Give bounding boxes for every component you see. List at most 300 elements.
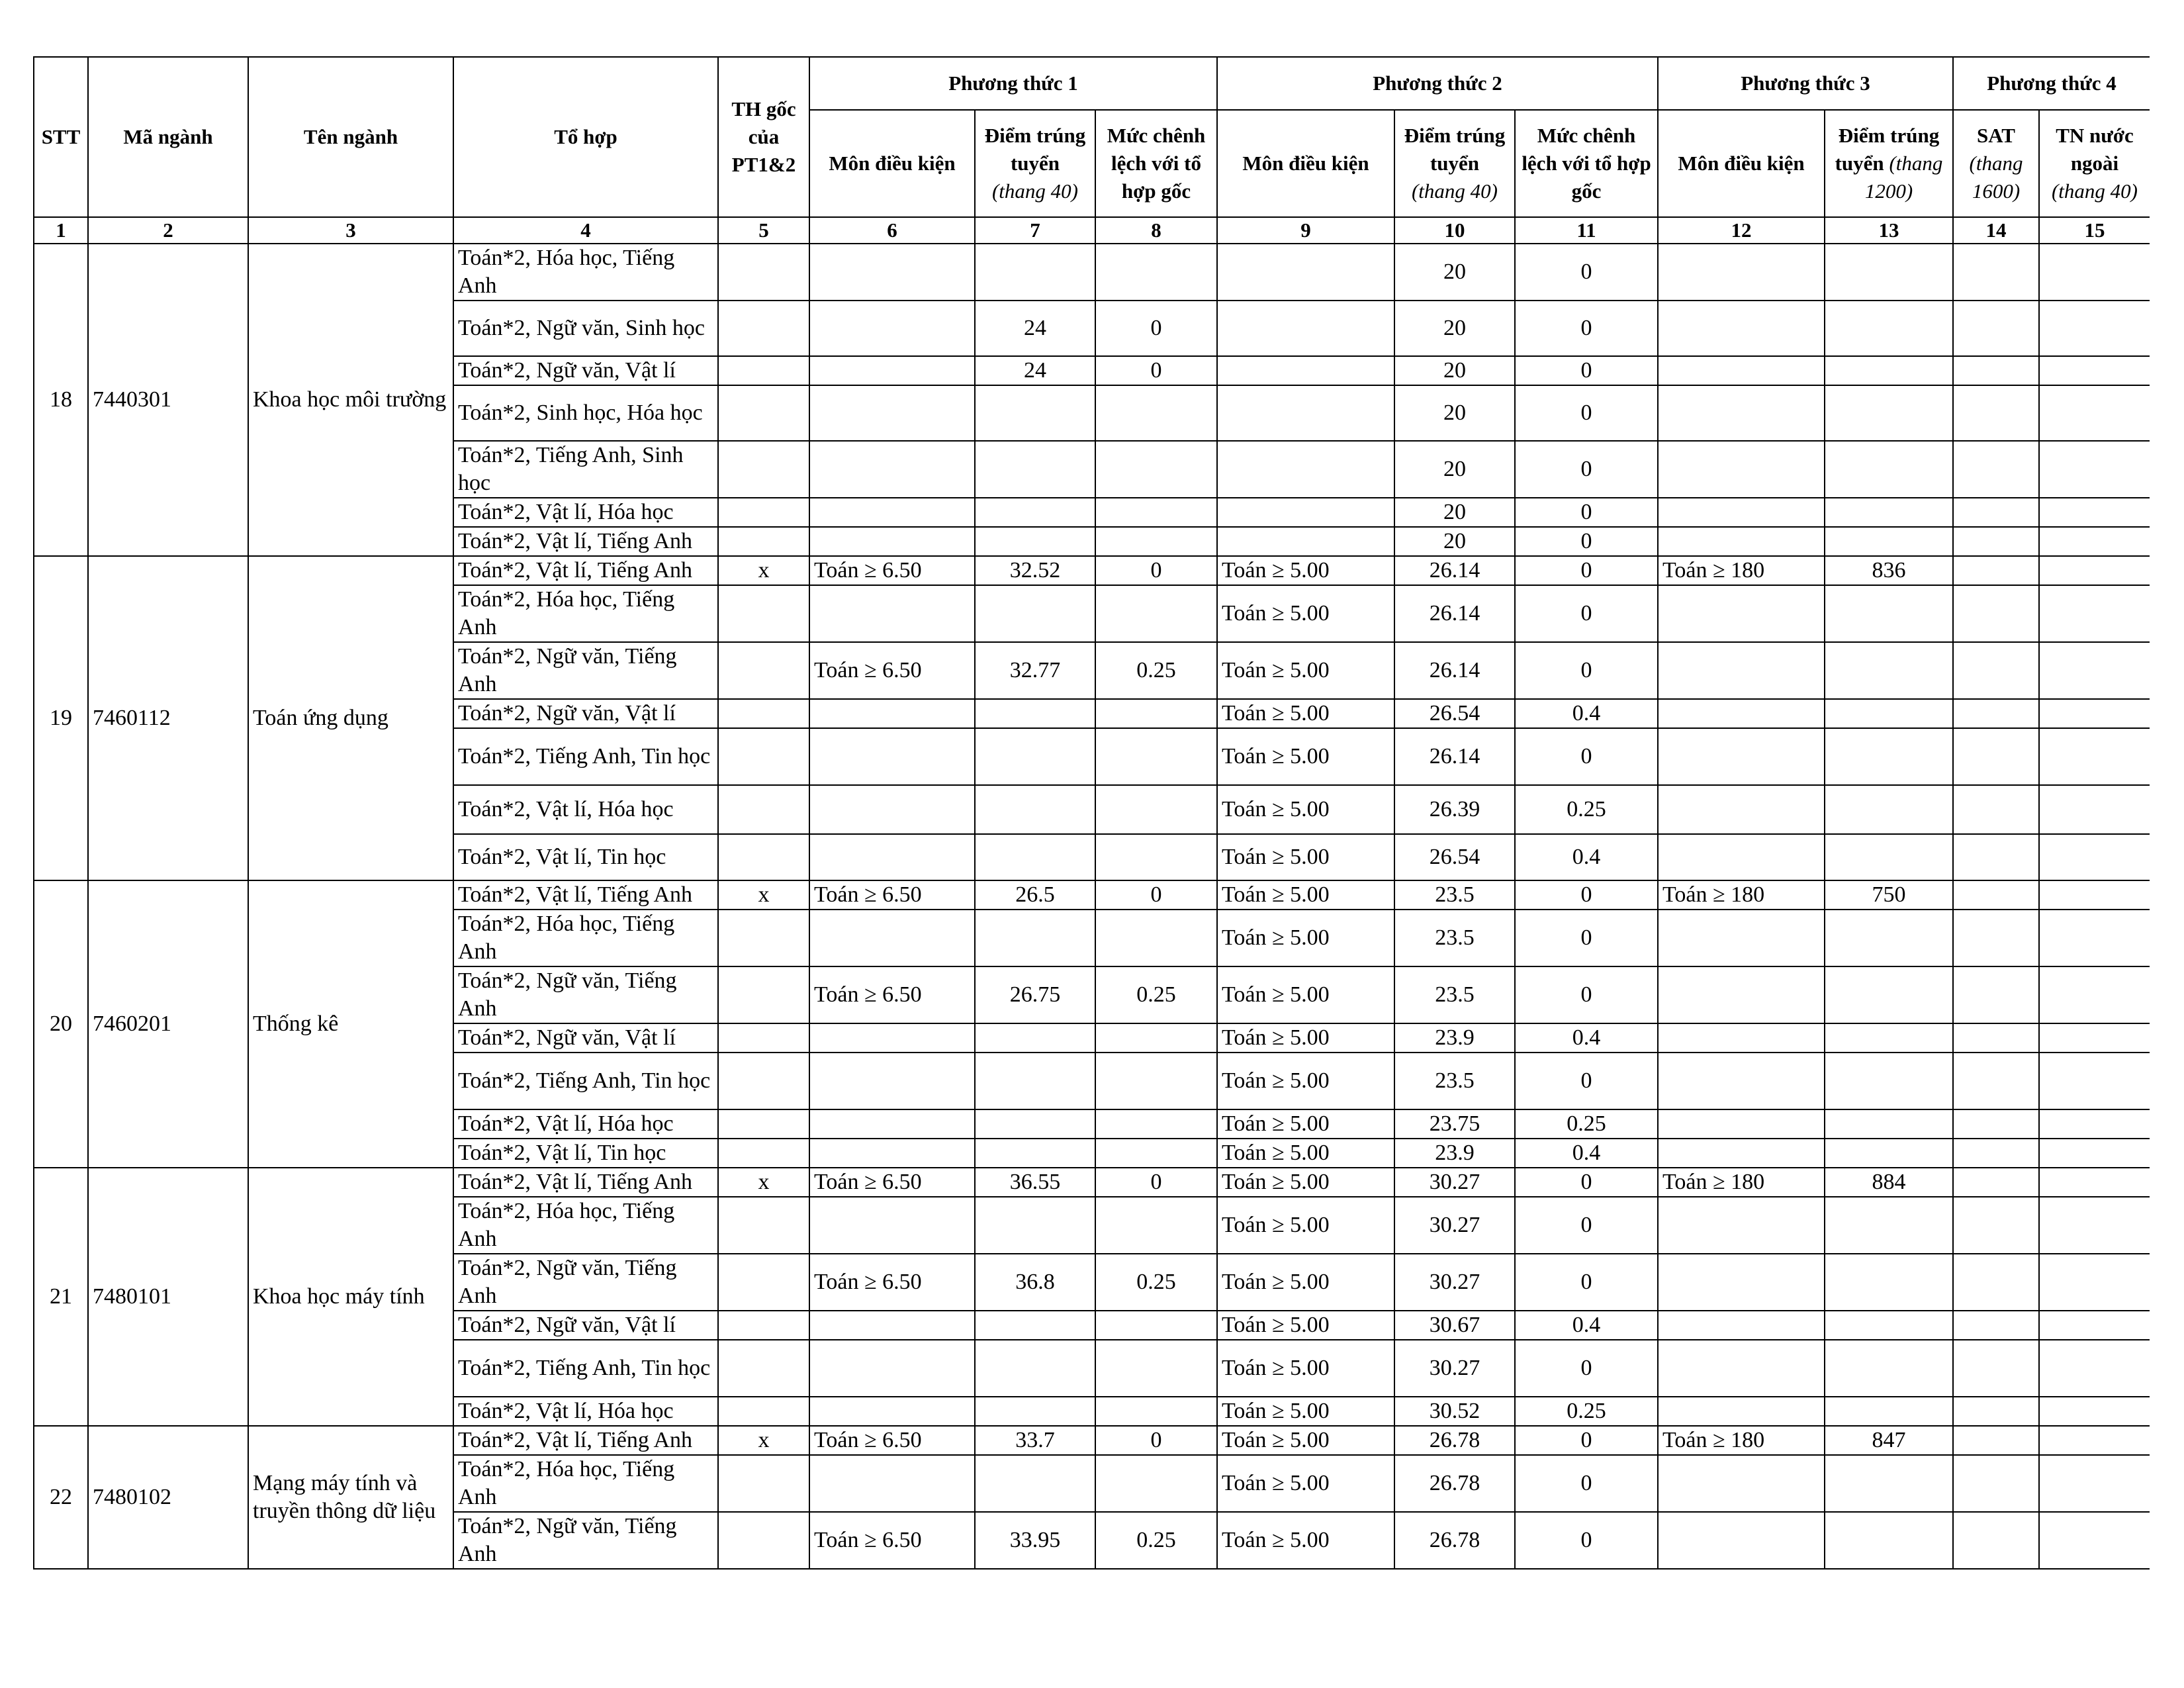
pt1-difference-cell: 0.25 [1095, 1254, 1217, 1311]
sat-score-cell [1953, 1455, 2039, 1512]
pt1-score-cell [975, 441, 1095, 498]
pt2-score-cell: 26.54 [1394, 834, 1515, 880]
foreign-tn-score-cell [2039, 728, 2150, 785]
pt1-difference-cell [1095, 585, 1217, 642]
pt3-score-cell [1825, 966, 1953, 1023]
pt1-score-cell: 36.8 [975, 1254, 1095, 1311]
pt2-score-cell: 26.78 [1394, 1512, 1515, 1569]
pt2-score-cell: 23.75 [1394, 1109, 1515, 1139]
pt3-condition-cell [1658, 356, 1825, 385]
pt3-score-cell [1825, 728, 1953, 785]
pt1-difference-cell [1095, 1340, 1217, 1397]
pt2-difference-cell: 0.4 [1515, 699, 1658, 728]
pt1-condition-cell [809, 1340, 975, 1397]
header-pt1-diem-trung-tuyen: Điểm trúng tuyển (thang 40) [975, 110, 1095, 217]
combo-cell: Toán*2, Vật lí, Hóa học [453, 498, 718, 527]
pt2-score-cell: 23.9 [1394, 1139, 1515, 1168]
pt1-score-cell: 32.77 [975, 642, 1095, 699]
original-combo-mark: x [718, 880, 809, 910]
pt2-condition-cell: Toán ≥ 5.00 [1217, 1109, 1394, 1139]
stt-cell: 19 [34, 556, 88, 880]
pt1-score-cell [975, 785, 1095, 834]
header-phuong-thuc-2: Phương thức 2 [1217, 57, 1658, 110]
foreign-tn-score-cell [2039, 699, 2150, 728]
foreign-tn-score-cell [2039, 385, 2150, 441]
pt1-score-cell: 32.52 [975, 556, 1095, 585]
original-combo-mark: x [718, 1426, 809, 1455]
foreign-tn-score-cell [2039, 1168, 2150, 1197]
pt1-difference-cell [1095, 1397, 1217, 1426]
admission-score-table-page [33, 56, 2150, 1599]
column-number: 11 [1515, 217, 1658, 244]
pt1-condition-cell [809, 385, 975, 441]
foreign-tn-score-cell [2039, 441, 2150, 498]
pt3-condition-cell [1658, 301, 1825, 356]
sat-score-cell [1953, 1426, 2039, 1455]
combo-cell: Toán*2, Vật lí, Tiếng Anh [453, 1426, 718, 1455]
pt3-condition-cell [1658, 910, 1825, 966]
pt2-score-cell: 20 [1394, 385, 1515, 441]
pt2-difference-cell: 0 [1515, 728, 1658, 785]
pt1-condition-cell [809, 585, 975, 642]
foreign-tn-score-cell [2039, 585, 2150, 642]
pt3-condition-cell [1658, 498, 1825, 527]
sat-score-cell [1953, 966, 2039, 1023]
header-pt1-muc-chenh-lech: Mức chênh lệch với tổ hợp gốc [1095, 110, 1217, 217]
pt1-difference-cell [1095, 1023, 1217, 1053]
pt2-condition-cell: Toán ≥ 5.00 [1217, 966, 1394, 1023]
pt1-condition-cell: Toán ≥ 6.50 [809, 880, 975, 910]
header-phuong-thuc-3: Phương thức 3 [1658, 57, 1953, 110]
pt2-score-cell: 20 [1394, 356, 1515, 385]
pt3-score-cell [1825, 498, 1953, 527]
foreign-tn-score-cell [2039, 1311, 2150, 1340]
pt1-condition-cell [809, 910, 975, 966]
pt2-score-cell: 26.14 [1394, 585, 1515, 642]
combo-cell: Toán*2, Ngữ văn, Vật lí [453, 1023, 718, 1053]
pt2-difference-cell: 0 [1515, 642, 1658, 699]
original-combo-mark [718, 642, 809, 699]
combo-cell: Toán*2, Hóa học, Tiếng Anh [453, 1197, 718, 1254]
pt3-condition-cell [1658, 1254, 1825, 1311]
foreign-tn-score-cell [2039, 1254, 2150, 1311]
column-number: 2 [88, 217, 248, 244]
sat-score-cell [1953, 244, 2039, 301]
column-number: 8 [1095, 217, 1217, 244]
pt1-score-cell [975, 728, 1095, 785]
pt1-condition-cell [809, 1455, 975, 1512]
pt1-condition-cell [809, 441, 975, 498]
sat-score-cell [1953, 1340, 2039, 1397]
pt3-score-cell [1825, 385, 1953, 441]
stt-cell: 18 [34, 244, 88, 556]
admission-score-table [33, 56, 2150, 1570]
column-number: 3 [248, 217, 453, 244]
major-code-cell: 7460201 [88, 880, 248, 1168]
pt3-condition-cell [1658, 966, 1825, 1023]
stt-cell: 22 [34, 1426, 88, 1569]
sat-score-cell [1953, 441, 2039, 498]
pt2-condition-cell: Toán ≥ 5.00 [1217, 1053, 1394, 1109]
pt1-condition-cell [809, 1053, 975, 1109]
combo-cell: Toán*2, Ngữ văn, Tiếng Anh [453, 966, 718, 1023]
original-combo-mark [718, 1053, 809, 1109]
pt3-condition-cell [1658, 527, 1825, 556]
foreign-tn-score-cell [2039, 910, 2150, 966]
pt1-score-cell: 36.55 [975, 1168, 1095, 1197]
pt1-difference-cell: 0 [1095, 556, 1217, 585]
major-name-cell: Mạng máy tính và truyền thông dữ liệu [248, 1426, 453, 1569]
pt3-score-cell [1825, 785, 1953, 834]
pt1-score-cell [975, 1197, 1095, 1254]
pt1-score-cell [975, 585, 1095, 642]
pt1-difference-cell [1095, 910, 1217, 966]
pt2-condition-cell [1217, 527, 1394, 556]
header-pt2-mon-dieu-kien: Môn điều kiện [1217, 110, 1394, 217]
combo-cell: Toán*2, Ngữ văn, Tiếng Anh [453, 1254, 718, 1311]
sat-score-cell [1953, 527, 2039, 556]
pt2-condition-cell: Toán ≥ 5.00 [1217, 699, 1394, 728]
pt1-difference-cell [1095, 385, 1217, 441]
combo-cell: Toán*2, Ngữ văn, Sinh học [453, 301, 718, 356]
foreign-tn-score-cell [2039, 834, 2150, 880]
pt2-difference-cell: 0 [1515, 1340, 1658, 1397]
pt1-score-cell [975, 1053, 1095, 1109]
pt3-score-cell [1825, 1254, 1953, 1311]
original-combo-mark [718, 498, 809, 527]
major-code-cell: 7480101 [88, 1168, 248, 1426]
sat-score-cell [1953, 728, 2039, 785]
combo-cell: Toán*2, Ngữ văn, Vật lí [453, 699, 718, 728]
pt3-condition-cell: Toán ≥ 180 [1658, 1426, 1825, 1455]
pt2-difference-cell: 0 [1515, 910, 1658, 966]
pt3-condition-cell: Toán ≥ 180 [1658, 880, 1825, 910]
pt2-condition-cell: Toán ≥ 5.00 [1217, 1311, 1394, 1340]
pt3-condition-cell [1658, 1109, 1825, 1139]
pt1-score-cell [975, 1139, 1095, 1168]
pt3-condition-cell [1658, 1139, 1825, 1168]
table-row [34, 244, 2150, 301]
header-phuong-thuc-4: Phương thức 4 [1953, 57, 2150, 110]
sat-score-cell [1953, 1311, 2039, 1340]
pt2-condition-cell: Toán ≥ 5.00 [1217, 1397, 1394, 1426]
combo-cell: Toán*2, Hóa học, Tiếng Anh [453, 1455, 718, 1512]
pt3-condition-cell [1658, 441, 1825, 498]
pt2-score-cell: 23.5 [1394, 880, 1515, 910]
combo-cell: Toán*2, Vật lí, Tiếng Anh [453, 527, 718, 556]
sat-score-cell [1953, 1053, 2039, 1109]
pt2-score-cell: 23.9 [1394, 1023, 1515, 1053]
pt1-condition-cell: Toán ≥ 6.50 [809, 1168, 975, 1197]
pt1-score-cell: 26.5 [975, 880, 1095, 910]
pt2-score-cell: 30.27 [1394, 1197, 1515, 1254]
pt3-score-cell [1825, 441, 1953, 498]
pt1-score-cell [975, 385, 1095, 441]
sat-score-cell [1953, 1139, 2039, 1168]
sat-score-cell [1953, 880, 2039, 910]
pt3-score-cell [1825, 585, 1953, 642]
combo-cell: Toán*2, Ngữ văn, Tiếng Anh [453, 642, 718, 699]
foreign-tn-score-cell [2039, 356, 2150, 385]
table-row [34, 1426, 2150, 1455]
pt3-score-cell [1825, 1340, 1953, 1397]
sat-score-cell [1953, 1254, 2039, 1311]
pt2-condition-cell: Toán ≥ 5.00 [1217, 585, 1394, 642]
original-combo-mark [718, 1109, 809, 1139]
original-combo-mark [718, 1254, 809, 1311]
pt2-score-cell: 20 [1394, 441, 1515, 498]
original-combo-mark [718, 1311, 809, 1340]
foreign-tn-score-cell [2039, 1340, 2150, 1397]
pt1-difference-cell [1095, 1053, 1217, 1109]
stt-cell: 20 [34, 880, 88, 1168]
pt2-condition-cell: Toán ≥ 5.00 [1217, 642, 1394, 699]
pt1-difference-cell [1095, 441, 1217, 498]
pt3-condition-cell [1658, 244, 1825, 301]
pt1-condition-cell [809, 1109, 975, 1139]
pt3-condition-cell [1658, 728, 1825, 785]
combo-cell: Toán*2, Vật lí, Tiếng Anh [453, 1168, 718, 1197]
combo-cell: Toán*2, Tiếng Anh, Tin học [453, 1340, 718, 1397]
combo-cell: Toán*2, Ngữ văn, Tiếng Anh [453, 1512, 718, 1569]
header-pt2-muc-chenh-lech: Mức chênh lệch với tổ hợp gốc [1515, 110, 1658, 217]
sat-score-cell [1953, 301, 2039, 356]
pt1-difference-cell [1095, 728, 1217, 785]
sat-score-cell [1953, 1397, 2039, 1426]
pt2-condition-cell: Toán ≥ 5.00 [1217, 1168, 1394, 1197]
stt-cell: 21 [34, 1168, 88, 1426]
foreign-tn-score-cell [2039, 1397, 2150, 1426]
pt2-score-cell: 20 [1394, 301, 1515, 356]
pt3-condition-cell: Toán ≥ 180 [1658, 556, 1825, 585]
pt3-score-cell [1825, 527, 1953, 556]
pt2-difference-cell: 0.4 [1515, 1311, 1658, 1340]
pt3-condition-cell [1658, 1397, 1825, 1426]
pt1-score-cell [975, 1109, 1095, 1139]
pt2-difference-cell: 0 [1515, 1426, 1658, 1455]
pt2-difference-cell: 0 [1515, 498, 1658, 527]
sat-score-cell [1953, 356, 2039, 385]
column-number: 9 [1217, 217, 1394, 244]
pt1-difference-cell: 0 [1095, 880, 1217, 910]
pt2-score-cell: 26.14 [1394, 556, 1515, 585]
pt2-score-cell: 23.5 [1394, 966, 1515, 1023]
pt2-condition-cell: Toán ≥ 5.00 [1217, 1426, 1394, 1455]
pt1-score-cell [975, 1455, 1095, 1512]
sat-score-cell [1953, 385, 2039, 441]
original-combo-mark [718, 527, 809, 556]
pt3-score-cell [1825, 1139, 1953, 1168]
pt3-condition-cell [1658, 1023, 1825, 1053]
pt1-condition-cell: Toán ≥ 6.50 [809, 642, 975, 699]
pt2-condition-cell: Toán ≥ 5.00 [1217, 1340, 1394, 1397]
pt2-condition-cell [1217, 356, 1394, 385]
foreign-tn-score-cell [2039, 1426, 2150, 1455]
original-combo-mark [718, 699, 809, 728]
pt2-difference-cell: 0 [1515, 966, 1658, 1023]
major-name-cell: Toán ứng dụng [248, 556, 453, 880]
original-combo-mark [718, 301, 809, 356]
pt1-score-cell [975, 498, 1095, 527]
pt2-condition-cell [1217, 244, 1394, 301]
combo-cell: Toán*2, Ngữ văn, Vật lí [453, 356, 718, 385]
column-number: 14 [1953, 217, 2039, 244]
header-ten-nganh: Tên ngành [248, 57, 453, 217]
pt2-difference-cell: 0.25 [1515, 1109, 1658, 1139]
header-to-hop: Tổ hợp [453, 57, 718, 217]
pt1-difference-cell [1095, 527, 1217, 556]
combo-cell: Toán*2, Tiếng Anh, Sinh học [453, 441, 718, 498]
header-pt3-mon-dieu-kien: Môn điều kiện [1658, 110, 1825, 217]
pt1-difference-cell: 0 [1095, 356, 1217, 385]
pt2-condition-cell: Toán ≥ 5.00 [1217, 834, 1394, 880]
table-row [34, 1168, 2150, 1197]
pt2-condition-cell: Toán ≥ 5.00 [1217, 785, 1394, 834]
pt1-condition-cell [809, 834, 975, 880]
pt1-score-cell [975, 910, 1095, 966]
pt2-score-cell: 23.5 [1394, 910, 1515, 966]
pt1-condition-cell: Toán ≥ 6.50 [809, 966, 975, 1023]
column-number: 4 [453, 217, 718, 244]
header-stt: STT [34, 57, 88, 217]
combo-cell: Toán*2, Vật lí, Tiếng Anh [453, 556, 718, 585]
major-code-cell: 7440301 [88, 244, 248, 556]
pt3-score-cell [1825, 244, 1953, 301]
header-pt3-diem-trung-tuyen: Điểm trúng tuyển (thang 1200) [1825, 110, 1953, 217]
pt3-score-cell: 847 [1825, 1426, 1953, 1455]
pt1-condition-cell [809, 527, 975, 556]
foreign-tn-score-cell [2039, 642, 2150, 699]
major-code-cell: 7460112 [88, 556, 248, 880]
pt2-condition-cell: Toán ≥ 5.00 [1217, 1512, 1394, 1569]
sat-score-cell [1953, 585, 2039, 642]
column-number: 6 [809, 217, 975, 244]
pt1-score-cell: 33.95 [975, 1512, 1095, 1569]
original-combo-mark [718, 785, 809, 834]
pt1-score-cell: 26.75 [975, 966, 1095, 1023]
pt2-score-cell: 26.14 [1394, 642, 1515, 699]
pt1-difference-cell [1095, 785, 1217, 834]
pt1-condition-cell: Toán ≥ 6.50 [809, 1254, 975, 1311]
column-number: 5 [718, 217, 809, 244]
pt2-difference-cell: 0 [1515, 441, 1658, 498]
pt3-score-cell [1825, 356, 1953, 385]
foreign-tn-score-cell [2039, 1197, 2150, 1254]
pt2-score-cell: 30.67 [1394, 1311, 1515, 1340]
table-row [34, 880, 2150, 910]
combo-cell: Toán*2, Hóa học, Tiếng Anh [453, 585, 718, 642]
pt1-score-cell [975, 1311, 1095, 1340]
pt3-score-cell [1825, 1023, 1953, 1053]
pt1-score-cell [975, 1397, 1095, 1426]
column-number: 13 [1825, 217, 1953, 244]
combo-cell: Toán*2, Vật lí, Tin học [453, 1139, 718, 1168]
pt1-score-cell [975, 834, 1095, 880]
foreign-tn-score-cell [2039, 301, 2150, 356]
pt2-condition-cell [1217, 498, 1394, 527]
combo-cell: Toán*2, Hóa học, Tiếng Anh [453, 244, 718, 301]
pt3-condition-cell [1658, 785, 1825, 834]
column-number: 7 [975, 217, 1095, 244]
pt2-score-cell: 20 [1394, 244, 1515, 301]
pt2-score-cell: 23.5 [1394, 1053, 1515, 1109]
header-sat: SAT (thang 1600) [1953, 110, 2039, 217]
pt2-score-cell: 26.54 [1394, 699, 1515, 728]
original-combo-mark [718, 385, 809, 441]
pt2-condition-cell: Toán ≥ 5.00 [1217, 556, 1394, 585]
combo-cell: Toán*2, Vật lí, Tin học [453, 834, 718, 880]
original-combo-mark [718, 356, 809, 385]
original-combo-mark [718, 966, 809, 1023]
pt2-difference-cell: 0 [1515, 585, 1658, 642]
combo-cell: Toán*2, Ngữ văn, Vật lí [453, 1311, 718, 1340]
foreign-tn-score-cell [2039, 244, 2150, 301]
pt3-score-cell [1825, 1455, 1953, 1512]
pt1-condition-cell [809, 498, 975, 527]
pt1-condition-cell [809, 728, 975, 785]
pt2-condition-cell [1217, 385, 1394, 441]
foreign-tn-score-cell [2039, 1023, 2150, 1053]
pt2-difference-cell: 0 [1515, 556, 1658, 585]
original-combo-mark [718, 834, 809, 880]
pt3-score-cell [1825, 910, 1953, 966]
original-combo-mark [718, 1397, 809, 1426]
pt2-condition-cell: Toán ≥ 5.00 [1217, 728, 1394, 785]
sat-score-cell [1953, 1197, 2039, 1254]
pt3-score-cell [1825, 1109, 1953, 1139]
pt3-score-cell [1825, 1397, 1953, 1426]
combo-cell: Toán*2, Hóa học, Tiếng Anh [453, 910, 718, 966]
table-row [34, 556, 2150, 585]
pt2-difference-cell: 0 [1515, 1254, 1658, 1311]
sat-score-cell [1953, 785, 2039, 834]
original-combo-mark [718, 585, 809, 642]
pt2-difference-cell: 0.4 [1515, 1139, 1658, 1168]
pt1-difference-cell [1095, 244, 1217, 301]
pt1-difference-cell [1095, 498, 1217, 527]
pt1-condition-cell [809, 1311, 975, 1340]
sat-score-cell [1953, 910, 2039, 966]
pt1-difference-cell [1095, 834, 1217, 880]
combo-cell: Toán*2, Tiếng Anh, Tin học [453, 728, 718, 785]
pt3-score-cell: 836 [1825, 556, 1953, 585]
sat-score-cell [1953, 699, 2039, 728]
pt2-condition-cell: Toán ≥ 5.00 [1217, 1023, 1394, 1053]
pt2-condition-cell: Toán ≥ 5.00 [1217, 1455, 1394, 1512]
foreign-tn-score-cell [2039, 527, 2150, 556]
pt3-score-cell [1825, 301, 1953, 356]
pt3-condition-cell: Toán ≥ 180 [1658, 1168, 1825, 1197]
sat-score-cell [1953, 1023, 2039, 1053]
pt1-difference-cell: 0.25 [1095, 966, 1217, 1023]
pt2-difference-cell: 0.4 [1515, 834, 1658, 880]
pt3-condition-cell [1658, 1053, 1825, 1109]
pt2-condition-cell: Toán ≥ 5.00 [1217, 1197, 1394, 1254]
original-combo-mark: x [718, 1168, 809, 1197]
pt1-condition-cell [809, 1397, 975, 1426]
combo-cell: Toán*2, Vật lí, Hóa học [453, 1397, 718, 1426]
pt3-condition-cell [1658, 834, 1825, 880]
header-ma-nganh: Mã ngành [88, 57, 248, 217]
pt2-difference-cell: 0 [1515, 385, 1658, 441]
pt1-condition-cell: Toán ≥ 6.50 [809, 556, 975, 585]
combo-cell: Toán*2, Vật lí, Tiếng Anh [453, 880, 718, 910]
pt1-condition-cell: Toán ≥ 6.50 [809, 1512, 975, 1569]
pt1-score-cell [975, 244, 1095, 301]
pt3-score-cell [1825, 834, 1953, 880]
header-th-goc: TH gốc của PT1&2 [718, 57, 809, 217]
pt2-score-cell: 30.27 [1394, 1168, 1515, 1197]
